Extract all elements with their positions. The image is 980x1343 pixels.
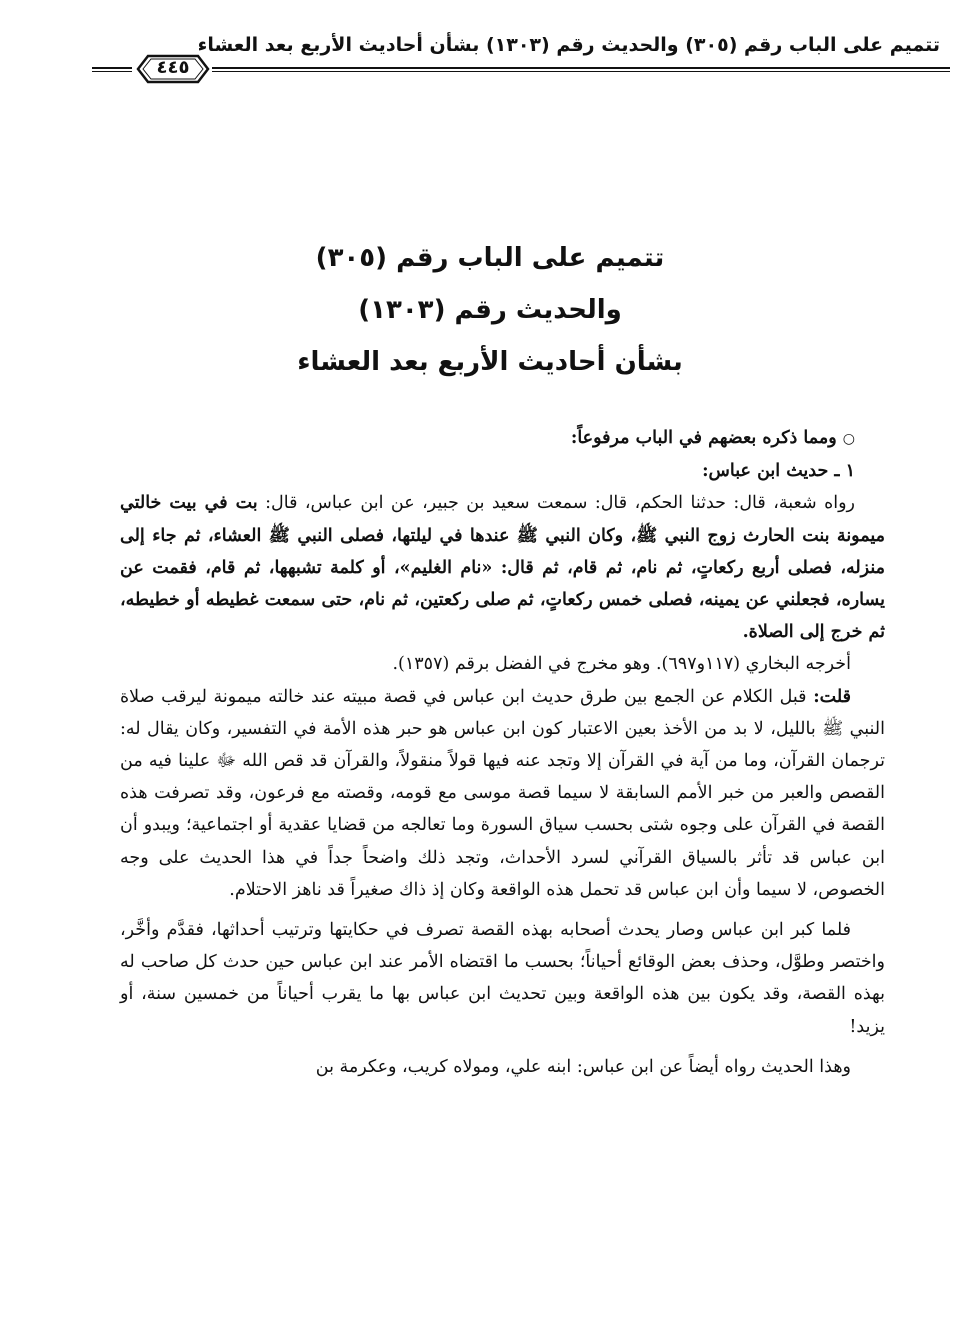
- running-title: تتميم على الباب رقم (٣٠٥) والحديث رقم (١٣٠٣) بشأن أحاديث الأربع بعد العشاء: [197, 34, 940, 56]
- hadith-text: بت في بيت خالتي ميمونة بنت الحارث زوج النبي ﷺ، وكان النبي ﷺ عندها في ليلتها، فصلى النبي ﷺ العشاء، ثم جاء إلى منزله، فصلى أربع ركعاتٍ، ثم نام، ثم قام، ثم قال: «نام الغليم»، أو كلمة تشبهها، ثم قام، فقمت عن يساره، فجعلني عن يمينه، فصلى خمس ركعاتٍ، ثم صلى ركعتين، ثم نام، حتى سمعت غطيطه أو خطيطه، ثم خرج إلى الصلاة.: [120, 493, 885, 643]
- heading-line-3: بشأن أحاديث الأربع بعد العشاء: [297, 347, 683, 377]
- intro-paragraph: [120, 422, 885, 455]
- commentary-label: قلت:: [813, 686, 851, 707]
- commentary-paragraph-1: [120, 681, 885, 906]
- intro-text: ومما ذكره بعضهم في الباب مرفوعاً:: [570, 428, 837, 448]
- narration-chain: رواه شعبة، قال: حدثنا الحكم، قال: سمعت سعيد بن جبير، عن ابن عباس، قال:: [265, 493, 856, 514]
- heading-line-1: تتميم على الباب رقم (٣٠٥): [315, 243, 665, 273]
- commentary-text-1: قبل الكلام عن الجمع بين طرق حديث ابن عباس في قصة مبيته عند خالته ميمونة ليرقب صلاة النبي ﷺ بالليل، لا بد من الأخذ بعين الاعتبار كون ابن عباس هو حبر هذه الأمة في التفسير، وكان يقال له: ترجمان القرآن، وما من آية في القرآن إلا وتجد عنه فيها قولاً منقولاً، والقرآن قد قص الله ﷻ علينا فيه من القصص والعبر من خبر الأمم السابقة لا سيما قصة موسى مع قومه، وقصته مع فرعون، وقد تصرفت هذه القصة في القرآن على وجوه شتى بحسب سياق السورة وما تعالجه من قضايا عقدية أو اجتماعية؛ ويبدو أن ابن عباس قد تأثر بالسياق القرآني لسرد الأحداث، وتجد ذلك واضحاً جداً في هذا الحديث على وجه الخصوص، لا سيما وأن ابن عباس قد تحمل هذه الواقعة وكان إذ ذاك صغيراً قد ناهز الاحتلام.: [120, 686, 885, 900]
- hadith-paragraph: [120, 487, 885, 648]
- body-text: [120, 422, 885, 1083]
- bullet-icon: ○: [842, 431, 855, 447]
- header-rule-left: [92, 67, 132, 72]
- header-rule: [212, 67, 950, 72]
- takhrij: أخرجه البخاري (١١٧و٦٩٧). وهو مخرج في الفضل برقم (١٣٥٧).: [392, 654, 851, 675]
- heading-line-2: والحديث رقم (١٣٠٣): [358, 295, 622, 325]
- page-number: ٤٤٥: [156, 57, 190, 78]
- commentary-paragraph-2: فلما كبر ابن عباس وصار يحدث أصحابه بهذه القصة تصرف في حكايتها وترتيب أحداثها، فقدَّم وأخَّر، واختصر وطوَّل، وحذف بعض الوقائع أحياناً؛ بحسب ما اقتضاه الأمر عند ابن عباس حين حدث كل صاحب له بهذه القصة، وقد يكون بين هذه الواقعة وبين تحديث ابن عباس بها ما يقرب أحياناً من خمسين سنة، أو يزيد!: [120, 920, 885, 1037]
- item-title: ١ ـ حديث ابن عباس:: [702, 461, 855, 482]
- chapter-heading: [120, 232, 860, 388]
- commentary-paragraph-3: وهذا الحديث رواه أيضاً عن ابن عباس: ابنه علي، ومولاه كريب، وعكرمة بن: [315, 1056, 851, 1077]
- page-number-badge: [132, 52, 214, 86]
- running-header: [30, 30, 950, 88]
